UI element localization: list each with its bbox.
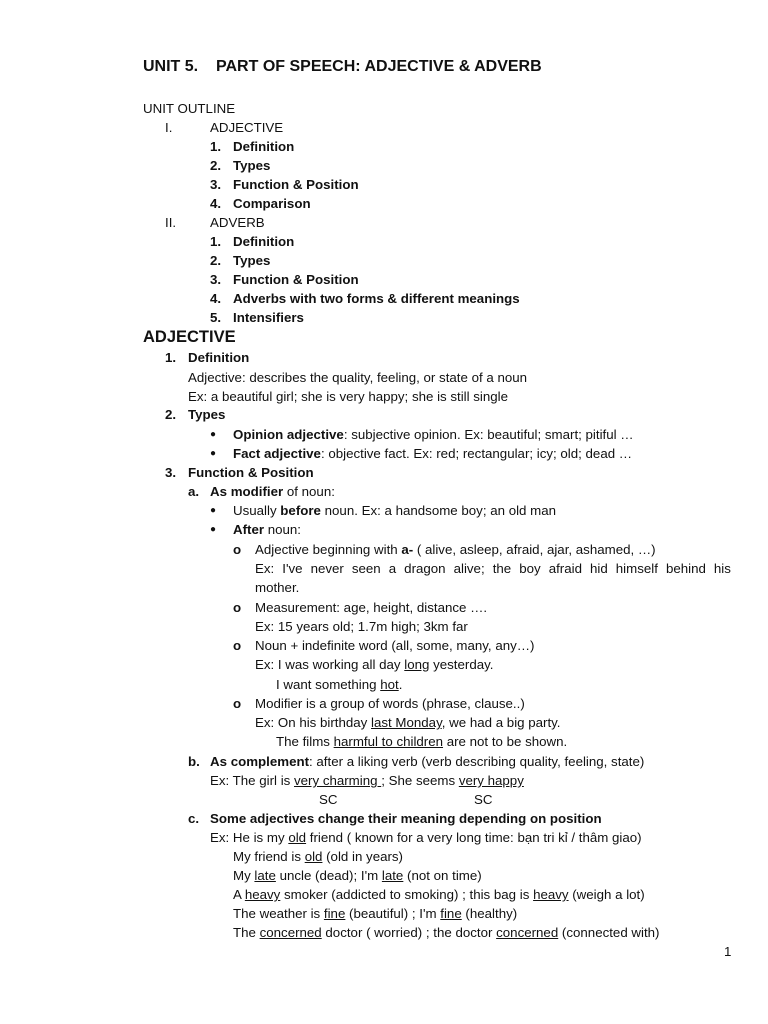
justified-word: a (388, 561, 397, 576)
text-run: yesterday. (429, 657, 494, 672)
text-run-underlined: hot (380, 677, 399, 692)
sub-letter: b. (188, 754, 200, 769)
text-run: smoker (addicted to smoking) ; this bag is (280, 887, 534, 902)
justified-word: Ex: (255, 561, 275, 576)
justified-word: seen (351, 561, 381, 576)
text-run: Ex: He is my (210, 830, 289, 845)
unit-number: UNIT 5. (143, 58, 199, 75)
text-run-bold: a- (401, 542, 414, 557)
opinion-adjective-text: : subjective opinion. Ex: beautiful; smart; pitiful … (343, 427, 634, 442)
dragon-example-cont: mother. (255, 580, 300, 595)
text-run: doctor ( worried) ; the doctor (321, 925, 497, 940)
text-run: , we had a big party. (441, 715, 561, 730)
adjective-heading: ADJECTIVE (143, 328, 236, 346)
group-modifier-example-2 (276, 733, 567, 750)
text-run-underlined: long (404, 657, 430, 672)
sub-bullet-icon: o (233, 696, 242, 711)
as-modifier-term: As modifier (210, 484, 284, 499)
measurement-example: Ex: 15 years old; 1.7m high; 3km far (255, 619, 468, 634)
dragon-example-line (255, 560, 731, 577)
section-num: 3. (165, 465, 177, 480)
text-run-underlined: heavy (533, 887, 569, 902)
outline-item-label: Intensifiers (233, 310, 304, 325)
section-num: 1. (165, 350, 177, 365)
outline-item-label: Function & Position (233, 177, 359, 192)
group-modifier-example (255, 714, 561, 731)
text-run: (beautiful) ; I'm (345, 906, 441, 921)
justified-word: afraid (548, 561, 582, 576)
opinion-adjective-line (233, 426, 634, 443)
text-run: My friend is (233, 849, 305, 864)
outline-section-adverb: ADVERB (210, 215, 265, 230)
function-label: Function & Position (188, 465, 314, 480)
text-run: Ex: The girl is (210, 773, 294, 788)
outline-item-label: Types (233, 253, 271, 268)
text-run: noun: (264, 522, 302, 537)
outline-item-label: Definition (233, 139, 295, 154)
group-modifier-line: Modifier is a group of words (phrase, clause..) (255, 696, 525, 711)
text-run: noun. Ex: a handsome boy; an old man (320, 503, 557, 518)
sub-bullet-icon: o (233, 542, 242, 557)
sc-label-2: SC (474, 792, 493, 807)
sub-letter: c. (188, 811, 200, 826)
text-run: (healthy) (461, 906, 518, 921)
text-run: The (233, 925, 260, 940)
text-run: The films (276, 734, 334, 749)
bullet-icon: ● (210, 524, 217, 535)
indefinite-line: Noun + indefinite word (all, some, many, any…) (255, 638, 535, 653)
indefinite-example-2 (276, 676, 402, 693)
text-run: (not on time) (403, 868, 482, 883)
definition-example: Ex: a beautiful girl; she is very happy; she is still single (188, 389, 509, 404)
text-run: Ex: I was working all day (255, 657, 405, 672)
justified-word: boy (519, 561, 541, 576)
text-run-underlined: fine (323, 906, 346, 921)
justified-word: himself (615, 561, 658, 576)
justified-word: behind (665, 561, 706, 576)
text-run: My (233, 868, 255, 883)
text-run-underlined: last Monday (371, 715, 442, 730)
text-run-underlined: fine (440, 906, 462, 921)
as-modifier-line (210, 483, 335, 500)
bullet-icon: ● (210, 448, 217, 459)
meaning-example-4 (233, 886, 645, 903)
definition-label: Definition (188, 350, 250, 365)
outline-item-num: 5. (210, 310, 222, 325)
text-run-underlined: concerned (496, 925, 559, 940)
meaning-example-5 (233, 905, 517, 922)
text-run: uncle (dead); I'm (275, 868, 382, 883)
sub-bullet-icon: o (233, 600, 242, 615)
after-noun-line (233, 521, 301, 538)
sub-bullet-icon: o (233, 638, 242, 653)
outline-roman-2: II. (165, 215, 177, 230)
justified-word: his (713, 561, 731, 576)
justified-word: hid (590, 561, 608, 576)
outline-roman-1: I. (165, 120, 173, 135)
text-run: : after a liking verb (verb describing quality, feeling, state) (309, 754, 645, 769)
outline-heading: UNIT OUTLINE (143, 101, 236, 116)
text-run-underlined: very happy (458, 773, 524, 788)
outline-item-num: 1. (210, 139, 222, 154)
justified-word: never (310, 561, 344, 576)
outline-item-label: Definition (233, 234, 295, 249)
text-run-underlined: old (288, 830, 307, 845)
as-complement-term: As complement (210, 754, 310, 769)
text-run-underlined: heavy (244, 887, 281, 902)
outline-section-adjective: ADJECTIVE (210, 120, 284, 135)
unit-title: PART OF SPEECH: ADJECTIVE & ADVERB (216, 58, 542, 75)
fact-adjective-line (233, 445, 632, 462)
text-run: Ex: On his birthday (255, 715, 372, 730)
meaning-example-1 (210, 829, 642, 846)
position-meaning-heading: Some adjectives change their meaning depending on position (210, 811, 602, 826)
text-run: I want something (276, 677, 381, 692)
sub-letter: a. (188, 484, 200, 499)
text-run: (connected with) (558, 925, 660, 940)
outline-item-label: Comparison (233, 196, 311, 211)
outline-item-label: Adverbs with two forms & different meanings (233, 291, 520, 306)
outline-item-label: Types (233, 158, 271, 173)
as-modifier-rest: of noun: (283, 484, 335, 499)
meaning-example-6 (233, 924, 660, 941)
a-prefix-line (255, 541, 656, 558)
text-run: The weather is (233, 906, 324, 921)
outline-item-num: 2. (210, 253, 222, 268)
text-run-underlined: concerned (259, 925, 322, 940)
text-run: (weigh a lot) (568, 887, 645, 902)
text-run: Usually (233, 503, 281, 518)
indefinite-example (255, 656, 493, 673)
meaning-example-3 (233, 867, 482, 884)
complement-example (210, 772, 524, 789)
outline-item-num: 4. (210, 291, 222, 306)
outline-item-num: 3. (210, 272, 222, 287)
text-run-bold: After (233, 522, 265, 537)
text-run-bold: before (280, 503, 321, 518)
text-run: A (233, 887, 245, 902)
before-noun-line (233, 502, 556, 519)
justified-word: dragon (404, 561, 446, 576)
justified-word: I've (282, 561, 303, 576)
types-label: Types (188, 407, 226, 422)
text-run: (old in years) (322, 849, 403, 864)
fact-adjective-term: Fact adjective (233, 446, 321, 461)
bullet-icon: ● (210, 429, 217, 440)
text-run: . (398, 677, 403, 692)
outline-item-num: 2. (210, 158, 222, 173)
definition-text: Adjective: describes the quality, feeling, or state of a noun (188, 370, 528, 385)
justified-word: alive; (453, 561, 485, 576)
text-run: ( alive, asleep, afraid, ajar, ashamed, …) (413, 542, 656, 557)
opinion-adjective-term: Opinion adjective (233, 427, 344, 442)
section-num: 2. (165, 407, 177, 422)
text-run-underlined: old (304, 849, 323, 864)
fact-adjective-text: : objective fact. Ex: red; rectangular; icy; old; dead … (320, 446, 633, 461)
outline-item-num: 3. (210, 177, 222, 192)
meaning-example-2 (233, 848, 403, 865)
text-run-underlined: harmful to children (333, 734, 444, 749)
text-run: ; She seems (381, 773, 459, 788)
text-run-underlined: late (254, 868, 276, 883)
outline-item-label: Function & Position (233, 272, 359, 287)
text-run: Adjective beginning with (255, 542, 402, 557)
as-complement-line (210, 753, 644, 770)
justified-word: the (492, 561, 512, 576)
text-run: friend ( known for a very long time: bạn tri kỉ / thâm giao) (306, 830, 642, 845)
outline-item-num: 1. (210, 234, 222, 249)
sc-label-1: SC (319, 792, 338, 807)
bullet-icon: ● (210, 505, 217, 516)
text-run: are not to be shown. (443, 734, 568, 749)
text-run-underlined: very charming (294, 773, 382, 788)
measurement-line: Measurement: age, height, distance …. (255, 600, 488, 615)
text-run-underlined: late (381, 868, 404, 883)
page-number: 1 (724, 944, 732, 959)
outline-item-num: 4. (210, 196, 222, 211)
